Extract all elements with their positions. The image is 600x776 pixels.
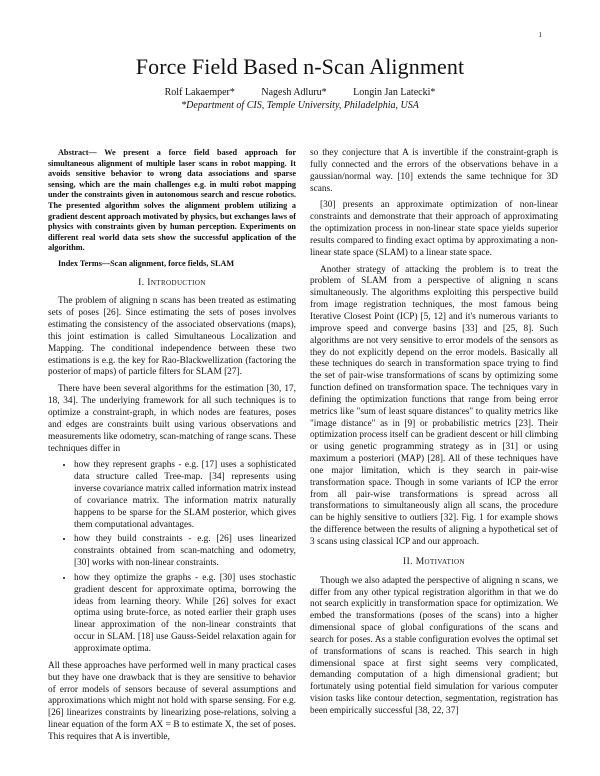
right-paragraph-1: so they conjecture that A is invertible if the constraint-graph is fully connected and the errors of the observations behave in a gaussian/normal way. [10] extends the same technique for 3D scans.	[310, 148, 558, 194]
intro-paragraph-2: There have been several algorithms for the estimation [30, 17, 18, 34]. The underlying framework for all such techniques is to optimize a constraint-graph, in which nodes are features, poses and edges are constraints built using various observations and measurements like odometry, scan-matching of range scans. These techniques differ in	[48, 384, 296, 454]
section-heading-motivation: II. Motivation	[403, 556, 465, 567]
author-3: Longin Jan Latecki*	[353, 87, 436, 98]
author-2: Nagesh Adluru*	[261, 87, 327, 98]
index-terms: Index Terms—Scan alignment, force fields, SLAM	[58, 258, 235, 268]
paper-title: Force Field Based n-Scan Alignment	[135, 54, 465, 79]
page-number: 1	[538, 31, 542, 39]
right-column	[310, 148, 558, 723]
intro-paragraph-3: All these approaches have performed well in many practical cases but they have one drawback that is they are sensitive to behavior of error models of sensors because of several assumptions and approximations which might not hold with sparse sensing. For e.g. [26] linearizes constraints by linearizing pose-relations, solving a linear equation of the form AX = B to estimate X, the set of poses. This requires that A is invertible,	[48, 660, 296, 742]
list-item: • how they build constraints - e.g. [26] uses linearized constraints obtained from scan-matching and odometry, [30] works with non-linear constraints.	[74, 534, 296, 570]
list-item: • how they optimize the graphs - e.g. [30] uses stochastic gradient descent for approximate optima, borrowing the ideas from learning theory. While [26] solves for exact optima using brute-force, as noted earlier their graph uses linear approximation of the non-linear constraints that occur in SLAM. [18] use Gauss-Seidel relaxation again for approximate optima.	[74, 573, 296, 656]
author-1: Rolf Lakaemper*	[164, 87, 235, 98]
motivation-paragraph-1: Though we also adapted the perspective of aligning n scans, we differ from any other typical registration algorithm in that we do not search explicitly in transformation space for optimization. We embed the transformations (poses of the scans) into a higher dimensional space of global configurations of the scans and search for poses. As a stable configuration evolves the optimal set of transformations of scans is reached. This search in high dimensional space at first sight seems very complicated, demanding computation of a high dimensional gradient; but fortunately using potential field simulation for various computer vision tasks like contour detection, segmentation, registration has been empirically successful [38, 22, 37]	[310, 575, 558, 716]
affiliation: *Department of CIS, Temple University, Philadelphia, USA	[181, 100, 419, 111]
technique-list	[48, 460, 296, 656]
intro-paragraph-1: The problem of aligning n scans has been treated as estimating sets of poses [26]. Since estimating the sets of poses involves estimating the consistency of the associated observations (maps), this joint estimation is called Simultaneous Localization and Mapping. The conditional independence between these two estimations is e.g. the key for Rao-Blackwellization (factoring the posterior of maps) of particle filters for SLAM [27].	[48, 296, 296, 378]
authors	[0, 87, 600, 98]
abstract: Abstract— We present a force field based approach for simultaneous alignment of multiple laser scans in robot mapping. It avoids sensitive behavior to wrong data associations and sparse sensing, which are the main challenges e.g. in multi robot mapping under the constraints given in autonomous search and rescue robotics. The presented algorithm solves the alignment problem utilizing a gradient descent approach motivated by physics, but exchanges laws of physics with constraints given by human perception. Experiments on different real world data sets show the successful application of the algorithm.	[48, 148, 296, 253]
right-paragraph-3: Another strategy of attacking the problem is to treat the problem of SLAM from a perspective of aligning n scans simultaneously. The algorithms exploiting this perspective build from image registration techniques, the most famous being Iterative Closest Point (ICP) [5, 12] and it's numerous variants to improve speed and converge basins [33] and [25, 8]. Such algorithms are not very sensitive to error models of the sensors as they do not explicitly depend on the error models. Basically all these techniques do search in transformation space trying to find the set of pair-wise transformations of scans by optimizing some function defined on transformation space. The techniques vary in defining the optimization functions that range from being error metrics like "sum of least square distances" to quality metrics like "image distance" as in [9] or probabilistic metrics [23]. Their optimization process itself can be gradient descent or hill climbing or using genetic programming strategy as in [31] or using maximum a posteriori (MAP) [28]. All of these techniques have one major limitation, which is they search in pair-wise transformation space. Though in some variants of ICP the error from all pair-wise transformations is spread across all transformations to simultaneously align all scans, the procedure can be highly sensitive to outliers [32]. Fig. 1 for example shows the difference between the results of aligning a hypothetical set of 3 scans using classical ICP and our approach.	[310, 264, 558, 547]
list-item: • how they represent graphs - e.g. [17] uses a sophisticated data structure called Tree-map. [34] represents using inverse covariance matrix called information matrix instead of covariance matrix. The information matrix naturally happens to be sparse for the SLAM posterior, which gives them computational advantages.	[74, 460, 296, 531]
section-heading-introduction: I. Introduction	[138, 277, 206, 288]
right-paragraph-2: [30] presents an approximate optimization of non-linear constraints and demonstrate that their approach of approximating the optimization process in non-linear state space yields superior results compared to finding exact optima by approximating a non-linear state space (SLAM) to a linear state space.	[310, 200, 558, 258]
left-column	[48, 148, 296, 749]
